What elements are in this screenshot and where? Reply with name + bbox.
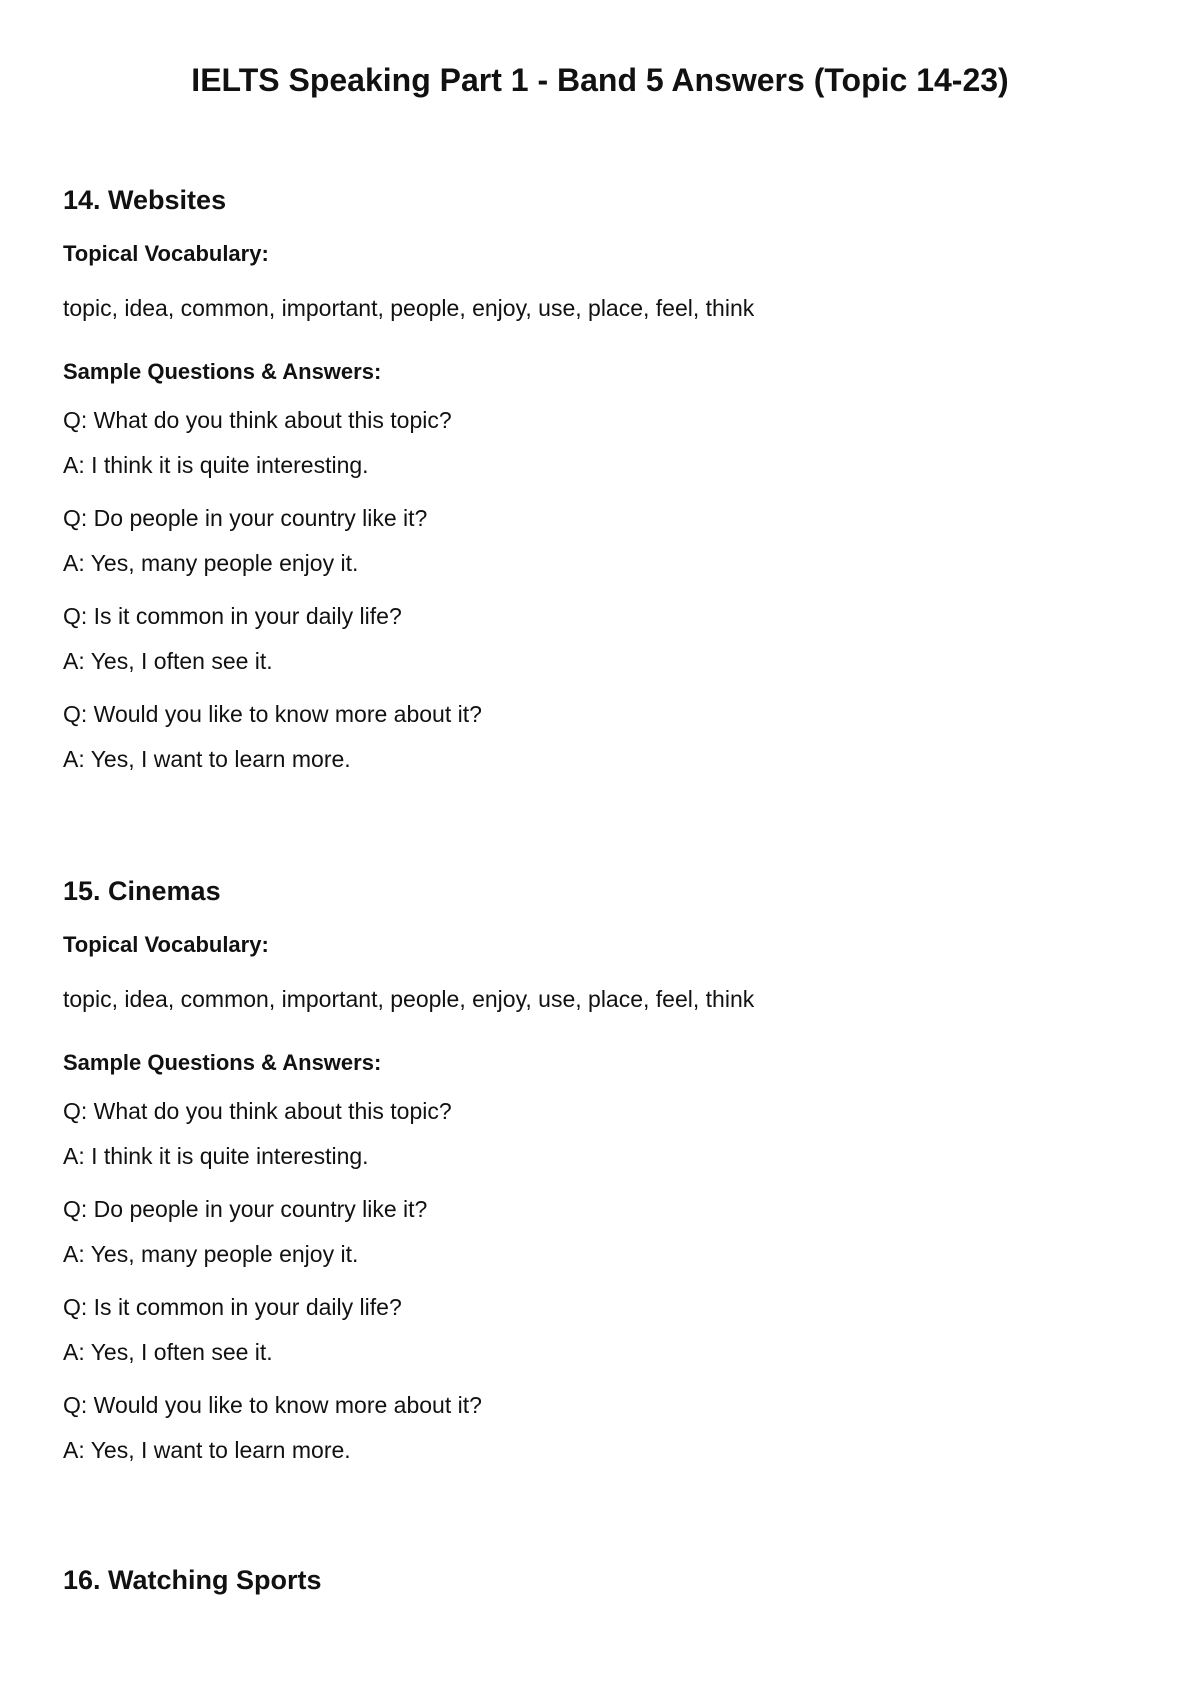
question-line: Q: Do people in your country like it?: [63, 1196, 428, 1222]
answer-line: A: Yes, I often see it.: [63, 648, 273, 674]
qa-label: Sample Questions & Answers:: [63, 1050, 382, 1075]
answer-line: A: Yes, I want to learn more.: [63, 746, 351, 772]
qa-label: Sample Questions & Answers:: [63, 359, 382, 384]
question-line: Q: Is it common in your daily life?: [63, 1294, 402, 1320]
vocabulary-list: topic, idea, common, important, people, enjoy, use, place, feel, think: [63, 295, 755, 321]
question-line: Q: Is it common in your daily life?: [63, 603, 402, 629]
topic-heading: 15. Cinemas: [63, 876, 221, 906]
topic-heading: 16. Watching Sports: [63, 1565, 322, 1595]
question-line: Q: Would you like to know more about it?: [63, 1392, 482, 1418]
vocabulary-label: Topical Vocabulary:: [63, 241, 269, 266]
question-line: Q: What do you think about this topic?: [63, 1098, 452, 1124]
question-line: Q: Would you like to know more about it?: [63, 701, 482, 727]
question-line: Q: What do you think about this topic?: [63, 407, 452, 433]
answer-line: A: Yes, many people enjoy it.: [63, 1241, 359, 1267]
answer-line: A: I think it is quite interesting.: [63, 452, 369, 478]
vocabulary-list: topic, idea, common, important, people, enjoy, use, place, feel, think: [63, 986, 755, 1012]
document-title: IELTS Speaking Part 1 - Band 5 Answers (Topic 14-23): [191, 62, 1009, 98]
vocabulary-label: Topical Vocabulary:: [63, 932, 269, 957]
question-line: Q: Do people in your country like it?: [63, 505, 428, 531]
answer-line: A: I think it is quite interesting.: [63, 1143, 369, 1169]
answer-line: A: Yes, many people enjoy it.: [63, 550, 359, 576]
answer-line: A: Yes, I often see it.: [63, 1339, 273, 1365]
answer-line: A: Yes, I want to learn more.: [63, 1437, 351, 1463]
topic-heading: 14. Websites: [63, 185, 227, 215]
